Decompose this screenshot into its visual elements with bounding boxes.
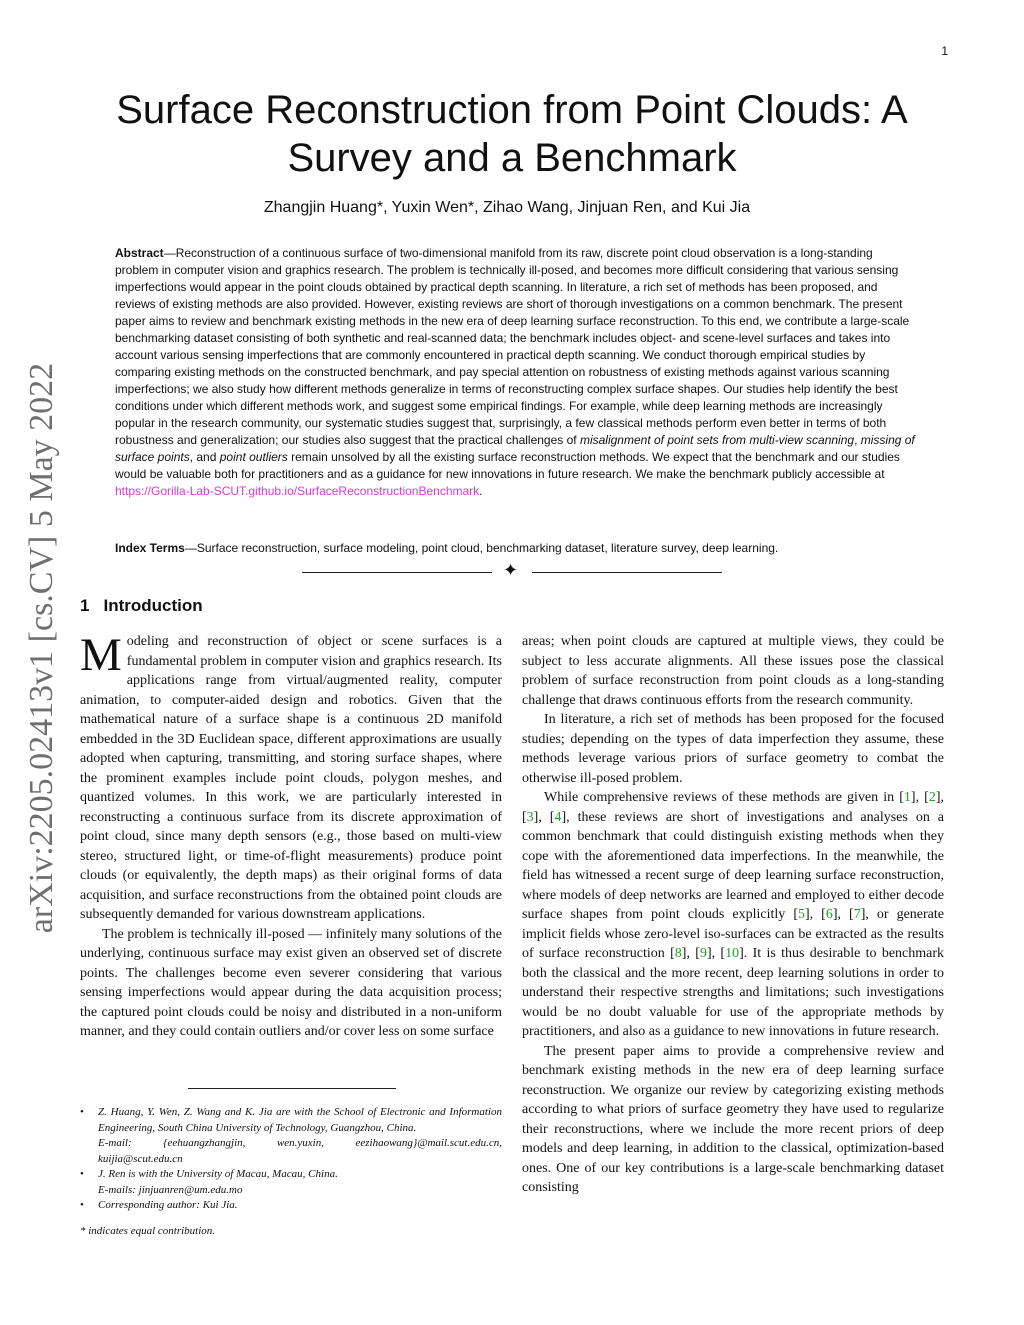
abstract-end: . <box>479 484 483 498</box>
abstract-italic-2: missing of surface points <box>115 433 915 464</box>
separator-line-right <box>532 572 722 573</box>
intro-paragraph-2: The problem is technically ill-posed — infinitely many solutions of the underlying, continuous surface may exist given an observed set of discrete points. The challenges become even severer considering that various sensing imperfections would appear during the data acquisition process; the captured point clouds could be noisy and distributed in a non-uniform manner, and they could contain outliers and/or cover less on some surface <box>80 926 502 1039</box>
citation-10[interactable]: 10 <box>725 946 740 961</box>
citation-5[interactable]: 5 <box>797 907 805 922</box>
abstract-italic-1: misalignment of point sets from multi-view scanning <box>579 433 855 447</box>
index-terms-text: —Surface reconstruction, surface modeling, point cloud, benchmarking dataset, literature survey, deep learning. <box>184 541 779 555</box>
footnote-equal-contribution: * indicates equal contribution. <box>80 1224 216 1237</box>
citation-8[interactable]: 8 <box>674 946 682 961</box>
footnote-3-text: Corresponding author: Kui Jia. <box>98 1199 238 1211</box>
title-line-2: Survey and a Benchmark <box>287 136 737 180</box>
footnote-affiliation-scut <box>80 1105 502 1167</box>
intro-paragraph-1 <box>80 629 502 925</box>
footnotes <box>80 1105 502 1239</box>
footnote-affiliation-macau <box>80 1167 502 1198</box>
abstract-text-b: remain unsolved by all the existing surface reconstruction methods. We expect that the benchmark and our studies would be valuable both for practitioners and as a guidance for new innovations in future research. We make the benchmark publicly accessible at <box>115 450 900 481</box>
bullet-icon: • <box>80 1199 84 1211</box>
footnote-corresponding-author <box>80 1198 502 1214</box>
intro-paragraph-3: In literature, a rich set of methods has been proposed for the focused studies; depending on the types of data imperfection they assume, these methods leverage various priors of surface geometry to combat the otherwise ill-posed problem. <box>522 712 944 786</box>
abstract-sep-2: , and <box>189 450 220 464</box>
citation-6[interactable]: 6 <box>825 907 833 922</box>
bullet-icon: • <box>80 1168 84 1180</box>
abstract-text-a: —Reconstruction of a continuous surface of two-dimensional manifold from its raw, discrete point cloud observation is a long-standing problem in computer vision and graphics research. The problem is technically ill-posed, and becomes more difficult considering that various sensing imperfections would appear in the point clouds obtained by practical depth scanning. In literature, a rich set of methods has been proposed, and reviews of existing methods are also provided. However, existing reviews are short of thorough investigations on a common benchmark. The present paper aims to review and benchmark existing methods in the new era of deep learning surface reconstruction. To this end, we contribute a large-scale benchmarking dataset consisting of both synthetic and real-scanned data; the benchmark includes object- and scene-level surfaces and takes into account various sensing imperfections that are commonly encountered in practical depth scanning. We conduct thorough empirical studies by comparing existing methods on the constructed benchmark, and pay special attention on robustness of existing methods against various scanning imperfections; we also study how different methods generalize in terms of reconstructing complex surface shapes. Our studies help identify the best conditions under which different methods work, and suggest some empirical findings. For example, while deep learning methods are increasingly popular in the research community, our systematic studies suggest that, surprisingly, a few classical methods perform even better in terms of both robustness and generalization; our studies also suggest that the practical challenges of <box>115 246 910 447</box>
abstract <box>115 245 915 500</box>
abstract-sep-1: , <box>854 433 861 447</box>
abstract-italic-3: point outliers <box>219 450 288 464</box>
citation-7[interactable]: 7 <box>853 907 861 922</box>
footnote-rule <box>188 1088 396 1089</box>
benchmark-link[interactable]: https://Gorilla-Lab-SCUT.github.io/SurfaceReconstructionBenchmark <box>115 484 480 498</box>
footnote-2-email: E-mails: jinjuanren@um.edu.mo <box>98 1183 243 1196</box>
arxiv-identifier-stamp: arXiv:2205.02413v1 [cs.CV] 5 May 2022 <box>23 362 60 934</box>
page-number: 1 <box>941 44 948 58</box>
citation-1[interactable]: 1 <box>903 790 911 805</box>
abstract-label: Abstract <box>115 246 164 260</box>
citation-2[interactable]: 2 <box>928 790 936 805</box>
footnote-2-text: J. Ren is with the University of Macau, Macau, China. <box>98 1168 338 1180</box>
section-number: 1 <box>80 596 90 615</box>
citation-4[interactable]: 4 <box>554 809 562 825</box>
p4-text-c: , or generate implicit fields whose zero-level iso-surfaces can be extracted as the results of surface reconstruction <box>522 907 944 961</box>
title-line-1: Surface Reconstruction from Point Clouds: A <box>116 88 908 132</box>
p4-text-b: , these reviews are short of investigations and analyses on a common benchmark that could distinguish existing methods when they cope with the aforementioned data imperfections. In the meanwhile, the field has witnessed a recent surge of deep learning surface reconstruction, where models of deep networks are learned and employed to either decode surface shapes from point clouds explicitly <box>522 809 944 922</box>
footnote-1-email: E-mail: {eehuangzhangjin, wen.yuxin, eezihaowang}@mail.scut.edu.cn, kuijia@scut.edu.cn <box>98 1137 502 1165</box>
intro-paragraph-4: While comprehensive reviews of these methods are given in [1], [2], [3], [4], these reviews are short of investigations and analyses on a common benchmark that could distinguish existing methods when they cope with the aforementioned data imperfections. In the meanwhile, the field has witnessed a recent surge of deep learning surface reconstruction, where models of deep networks are learned and employed to either decode surface shapes from point clouds explicitly [5], [6], [7], or generate implicit fields whose zero-level iso-surfaces can be extracted as the results of surface reconstruction [8], [9], [10]. It is thus desirable to benchmark both the classical and the more recent, deep learning solutions in order to understand their respective strengths and limitations; such investigations would be no doubt valuable for use of the appropriate methods by practitioners, and also as a guidance to new innovations in future research. <box>522 790 945 1039</box>
body-column-left <box>80 629 502 1042</box>
intro-paragraph-1-text: odeling and reconstruction of object or scene surfaces is a fundamental problem in computer vision and graphics research. Its applications range from virtual/augmented reality, computer animation, to computer-aided design and robotics. Given that the mathematical nature of a surface shape is a continuous 2D manifold embedded in the 3D Euclidean space, different approximations are usually adopted when capturing, transmitting, and storing surface shapes, where the prominent examples include point clouds, polygon meshes, and quantized volumes. In this work, we are particularly interested in reconstructing a continuous surface from its discrete approximation of point cloud, since many depth sensors (e.g., those based on multi-view stereo, structured light, or time-of-flight measurements) produce point clouds (or equivalently, the depth maps) as their original forms of data acquisition, and surface reconstructions from the obtained point clouds are subsequently demanded for various downstream applications. <box>80 634 502 922</box>
separator-star-icon: ✦ <box>503 560 519 581</box>
section-heading-introduction <box>80 596 217 616</box>
bullet-icon: • <box>80 1106 84 1118</box>
body-column-right <box>522 632 944 1198</box>
intro-paragraph-continued: areas; when point clouds are captured at multiple views, they could be subject to less accurate alignments. All these issues pose the classical problem of surface reconstruction from point clouds as a long-standing challenge that draws continuous efforts from the research community. <box>522 634 944 708</box>
index-terms <box>115 540 915 557</box>
footnote-1-text: Z. Huang, Y. Wen, Z. Wang and K. Jia are with the School of Electronic and Information Engineering, South China University of Technology, Guangzhou, China. <box>98 1106 502 1134</box>
drop-cap: M <box>80 629 122 681</box>
citation-3[interactable]: 3 <box>526 809 534 825</box>
paper-title <box>100 86 924 182</box>
index-terms-label: Index Terms <box>115 541 185 555</box>
intro-paragraph-5: The present paper aims to provide a comprehensive review and benchmark existing methods in the new era of deep learning surface reconstruction. We organize our review by categorizing existing methods according to what priors of surface geometry they have used to regularize their reconstructions, where we include the more recent priors of deep models and deep learning, in addition to the classical, optimization-based ones. One of our key contributions is a large-scale benchmarking dataset consisting <box>522 1043 944 1195</box>
section-title: Introduction <box>103 596 203 615</box>
separator-line-left <box>302 572 492 573</box>
author-list: Zhangjin Huang*, Yuxin Wen*, Zihao Wang, Jinjuan Ren, and Kui Jia <box>263 199 751 216</box>
citation-9[interactable]: 9 <box>699 946 707 961</box>
p4-text-d: . It is thus desirable to benchmark both the classical and the more recent, deep learning solutions in order to understand their respective strengths and limitations; such investigations would be no doubt valuable for use of the appropriate methods by practitioners, and also as a guidance to new innovations in future research. <box>522 946 945 1039</box>
p4-text-a: While comprehensive reviews of these methods are given in <box>544 790 900 805</box>
